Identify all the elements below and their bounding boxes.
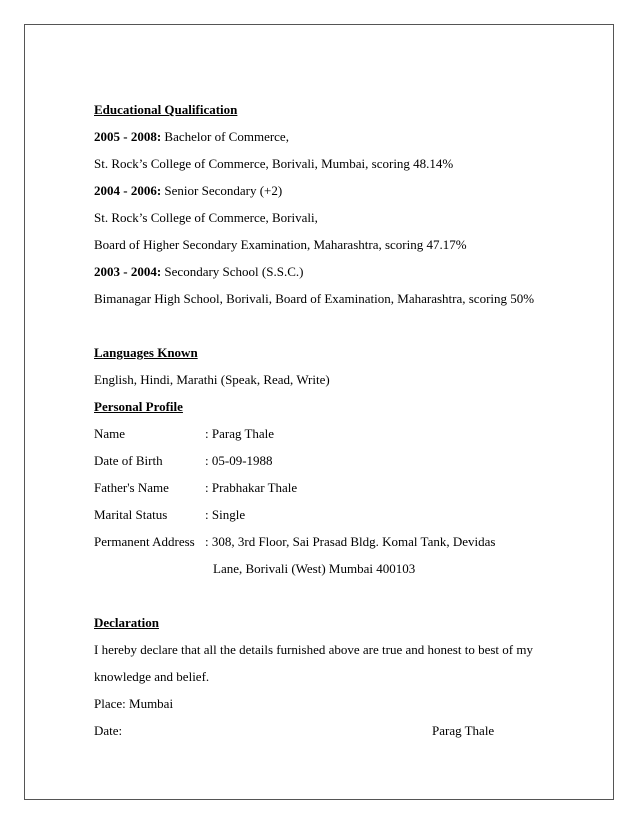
profile-label-father: Father's Name xyxy=(94,480,169,495)
education-entry xyxy=(94,129,289,145)
profile-label-marital: Marital Status xyxy=(94,507,168,522)
education-years: 2003 - 2004: xyxy=(94,264,162,279)
profile-value-address: : 308, 3rd Floor, Sai Prasad Bldg. Komal Tank, Devidas xyxy=(205,534,496,549)
declaration-text: knowledge and belief. xyxy=(94,669,210,684)
declaration-text: I hereby declare that all the details furnished above are true and honest to best of my xyxy=(94,642,533,657)
education-heading: Educational Qualification xyxy=(94,102,238,117)
declaration-signature-name: Parag Thale xyxy=(432,723,495,738)
profile-label-address: Permanent Address xyxy=(94,534,195,549)
education-entry xyxy=(94,264,303,280)
profile-heading: Personal Profile xyxy=(94,399,183,414)
education-years: 2005 - 2008: xyxy=(94,129,162,144)
profile-value-name: : Parag Thale xyxy=(205,426,275,441)
education-title: Bachelor of Commerce, xyxy=(164,129,289,144)
education-detail: Board of Higher Secondary Examination, Maharashtra, scoring 47.17% xyxy=(94,237,467,252)
profile-label-name: Name xyxy=(94,426,126,441)
profile-value-dob: : 05-09-1988 xyxy=(205,453,273,468)
education-detail: St. Rock’s College of Commerce, Borivali, Mumbai, scoring 48.14% xyxy=(94,156,454,171)
education-detail: St. Rock’s College of Commerce, Borivali, xyxy=(94,210,318,225)
education-years: 2004 - 2006: xyxy=(94,183,162,198)
education-entry xyxy=(94,183,282,199)
profile-value-marital: : Single xyxy=(205,507,246,522)
education-title: Senior Secondary (+2) xyxy=(164,183,283,198)
profile-label-dob: Date of Birth xyxy=(94,453,163,468)
declaration-heading: Declaration xyxy=(94,615,159,630)
profile-value-address-continued: Lane, Borivali (West) Mumbai 400103 xyxy=(213,561,416,576)
education-title: Secondary School (S.S.C.) xyxy=(164,264,304,279)
education-detail: Bimanagar High School, Borivali, Board of Examination, Maharashtra, scoring 50% xyxy=(94,291,535,306)
languages-heading: Languages Known xyxy=(94,345,198,360)
profile-value-father: : Prabhakar Thale xyxy=(205,480,298,495)
declaration-date: Date: xyxy=(94,723,123,738)
declaration-place: Place: Mumbai xyxy=(94,696,174,711)
languages-text: English, Hindi, Marathi (Speak, Read, Write) xyxy=(94,372,330,387)
